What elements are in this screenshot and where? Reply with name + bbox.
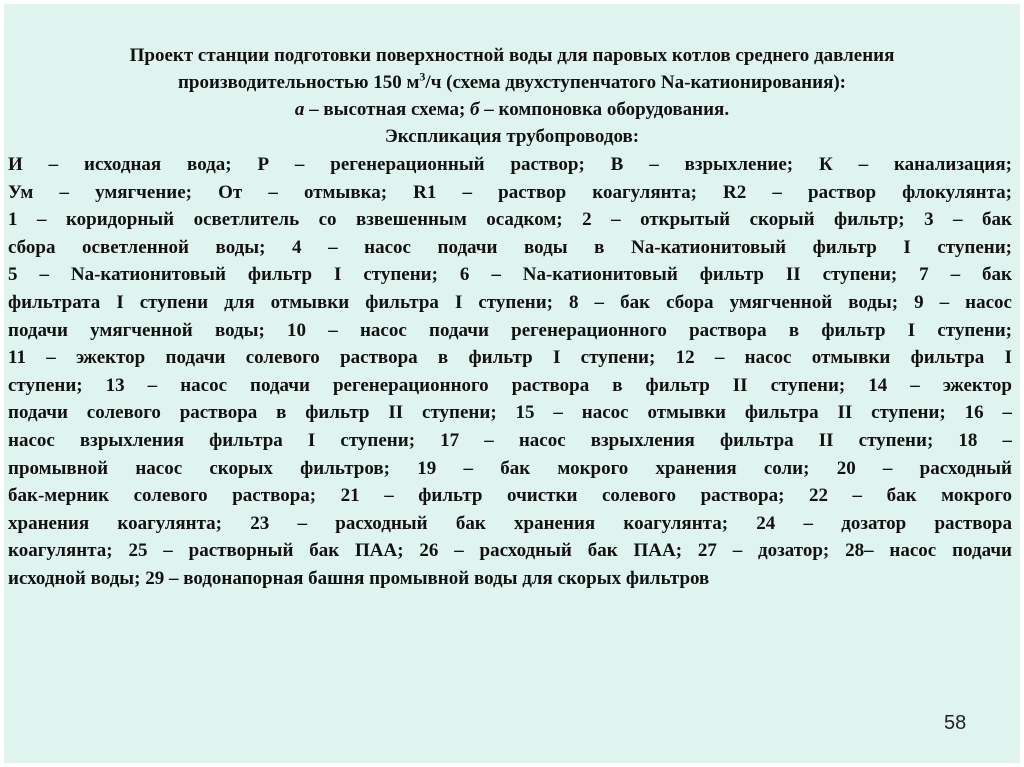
explication-line: хранения коагулянта; 23 – расходный бак хранения коагулянта; 24 – дозатор раствора — [8, 512, 1012, 534]
explication-line: бак-мерник солевого раствора; 21 – фильтр очистки солевого раствора; 22 – бак мокрого — [8, 485, 1012, 507]
label-a-text: – высотная схема; — [304, 99, 471, 120]
label-b-text: – компоновка оборудования. — [479, 99, 730, 120]
page-number: 58 — [944, 712, 967, 734]
explication-line: 5 – Na-катионитовый фильтр I ступени; 6 – Na-катионитовый фильтр II ступени; 7 – бак — [8, 264, 1012, 286]
explication-line: И – исходная вода; Р – регенерационный раствор; В – взрыхление; К – канализация; — [8, 154, 1012, 175]
explication-line: коагулянта; 25 – растворный бак ПАА; 26 – расходный бак ПАА; 27 – дозатор; 28– насос подачи — [8, 540, 1012, 562]
title-line-2-text: производительностью 150 м — [177, 72, 420, 93]
unit-superscript: 3 — [419, 69, 426, 84]
explication-line: исходной воды; 29 – водонапорная башня промывной воды для скорых фильтров — [8, 567, 710, 589]
slide-header — [4, 42, 1020, 150]
explication-line: подачи солевого раствора в фильтр II ступени; 15 – насос отмывки фильтра II ступени; 16 – — [8, 402, 1012, 424]
explication-line: промывной насос скорых фильтров; 19 – бак мокрого хранения соли; 20 – расходный — [8, 457, 1012, 479]
explication-list — [8, 151, 1012, 593]
explication-line: сбора осветленной воды; 4 – насос подачи воды в Na-катионитовый фильтр I ступени; — [8, 236, 1012, 258]
explication-line: подачи умягченной воды; 10 – насос подачи регенерационного раствора в фильтр I ступени; — [8, 319, 1012, 341]
title-line-3 — [4, 96, 1020, 123]
title-line-2-rest: /ч (схема двухступенчатого Na-катионирования): — [425, 72, 847, 93]
explication-line: насос взрыхления фильтра I ступени; 17 – насос взрыхления фильтра II ступени; 18 – — [8, 429, 1012, 451]
explication-heading: Экспликация трубопроводов: — [384, 126, 640, 147]
title-line-1: Проект станции подготовки поверхностной воды для паровых котлов среднего давления — [129, 45, 895, 66]
explication-line: Ум – умягчение; От – отмывка; R1 – раствор коагулянта; R2 – раствор флокулянта; — [8, 181, 1012, 203]
explication-line: 1 – коридорный осветлитель со взвешенным осадком; 2 – открытый скорый фильтр; 3 – бак — [8, 209, 1012, 231]
slide — [4, 4, 1020, 763]
explication-line: ступени; 13 – насос подачи регенерационного раствора в фильтр II ступени; 14 – эжектор — [8, 374, 1012, 396]
label-b: б — [470, 99, 480, 120]
explication-line: 11 – эжектор подачи солевого раствора в фильтр I ступени; 12 – насос отмывки фильтра I — [8, 347, 1012, 369]
label-a: а — [294, 99, 305, 120]
title-line-2 — [4, 69, 1020, 96]
explication-line: фильтрата I ступени для отмывки фильтра I ступени; 8 – бак сбора умягченной воды; 9 – насос — [8, 291, 1012, 313]
